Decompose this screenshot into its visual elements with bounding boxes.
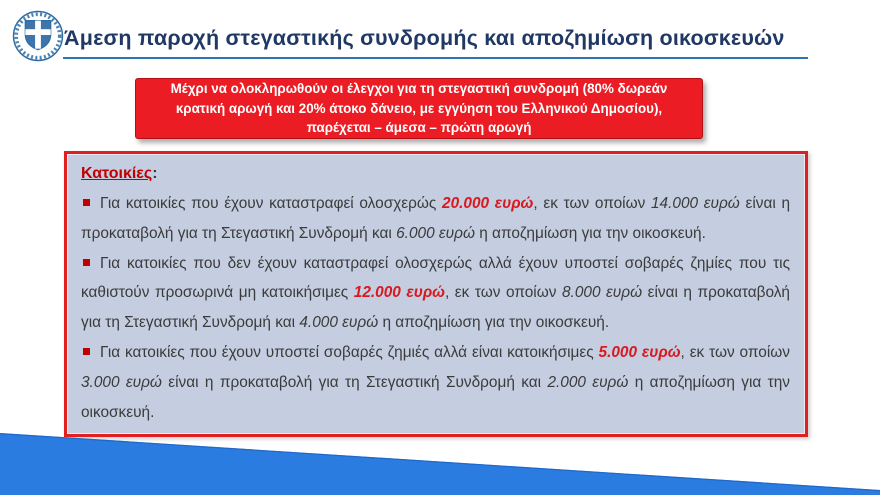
- bullet-text: είναι η προκαταβολή για τη Στεγαστική Συνδρομή και: [81, 195, 790, 242]
- bullet-text: , εκ των οποίων: [533, 195, 651, 212]
- amount-highlight: 5.000 ευρώ: [598, 343, 681, 361]
- alert-banner-text: Μέχρι να ολοκληρωθούν οι έλεγχοι για τη στεγαστική συνδρομή (80% δωρεάν κρατική αρωγή και 20% άτοκο δάνειο, με εγγύηση του Ελληνικού Δημοσίου), παρέχεται – άμεσα – πρώτη αρωγή: [170, 81, 668, 136]
- amount-highlight: 12.000 ευρώ: [353, 284, 445, 302]
- bullet-text: , εκ των οποίων: [445, 284, 562, 302]
- bullet-text: η αποζημίωση για την οικοσκευή.: [81, 373, 790, 421]
- bullet-text: η αποζημίωση για την οικοσκευή.: [474, 224, 706, 242]
- bullet-text: Για κατοικίες που έχουν καταστραφεί ολοσχερώς: [100, 195, 443, 212]
- amount-italic: 2.000 ευρώ: [547, 373, 629, 391]
- amount-italic: 8.000 ευρώ: [561, 284, 643, 302]
- bullet-square-icon: [83, 199, 90, 206]
- bullet-square-icon: [83, 348, 90, 355]
- bullet-text: Για κατοικίες που δεν έχουν καταστραφεί ολοσχερώς αλλά έχουν υποστεί σοβαρές ζημίες που τις καθιστούν προσωρινά μη κατοικήσιμες: [81, 254, 790, 302]
- bullet-text: η αποζημίωση για την οικοσκευή.: [378, 314, 610, 332]
- bullet-item-2: [81, 249, 790, 338]
- amount-italic: 3.000 ευρώ: [81, 373, 162, 391]
- amount-italic: 4.000 ευρώ: [299, 314, 379, 332]
- bullet-text: , εκ των οποίων: [680, 343, 790, 361]
- title-underline: [63, 57, 808, 59]
- content-heading: [81, 163, 790, 185]
- greek-emblem-icon: [9, 7, 67, 65]
- alert-banner: [135, 78, 703, 139]
- bullet-item-3: [81, 338, 790, 427]
- content-heading-colon: :: [152, 165, 158, 182]
- bullet-item-1: [81, 189, 790, 249]
- bullet-square-icon: [83, 259, 90, 266]
- content-box: [64, 151, 808, 437]
- bullet-text: είναι η προκαταβολή για τη Στεγαστική Συνδρομή και: [81, 284, 790, 332]
- bullet-text: είναι η προκαταβολή για τη Στεγαστική Συνδρομή και: [161, 373, 548, 391]
- amount-highlight: 20.000 ευρώ: [442, 195, 534, 212]
- content-heading-word: Κατοικίες: [81, 165, 153, 182]
- amount-italic: 14.000 ευρώ: [650, 195, 740, 212]
- amount-italic: 6.000 ευρώ: [396, 224, 475, 242]
- bullet-text: Για κατοικίες που έχουν υποστεί σοβαρές ζημιές αλλά είναι κατοικήσιμες: [100, 343, 599, 361]
- slide-title: Άμεση παροχή στεγαστικής συνδρομής και αποζημίωση οικοσκευών: [64, 26, 785, 50]
